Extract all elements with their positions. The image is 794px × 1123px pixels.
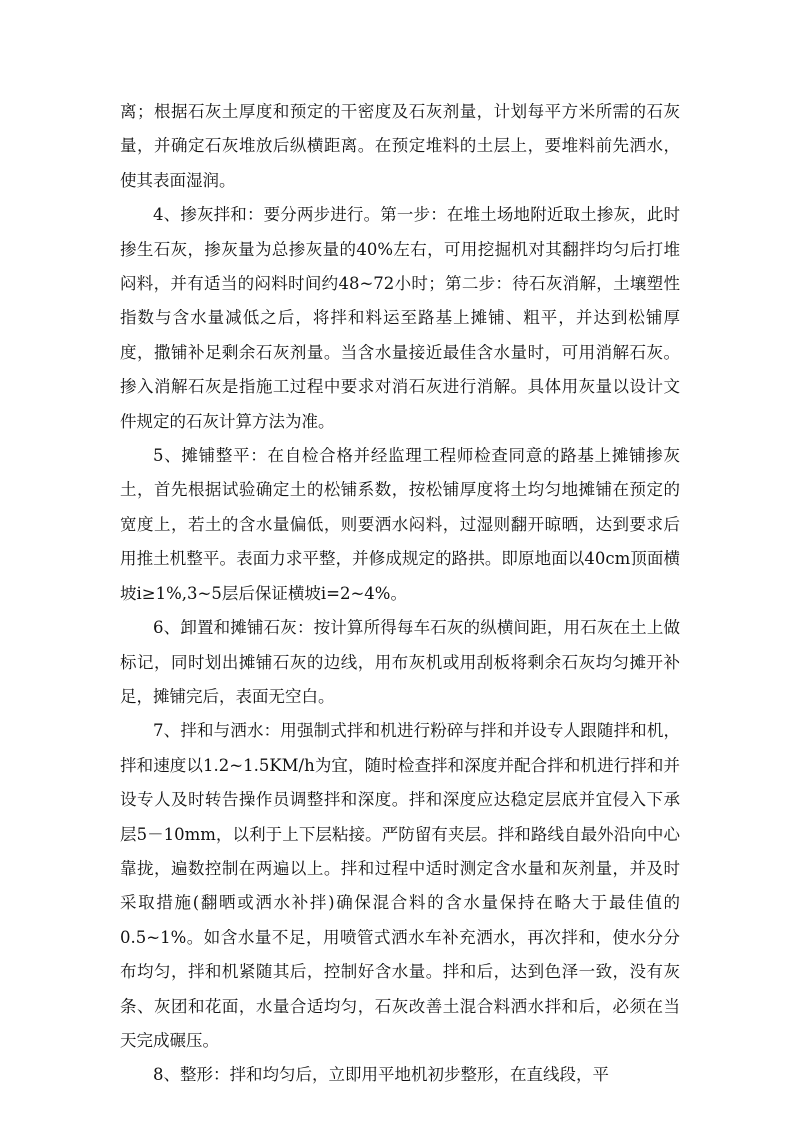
paragraph-continuation: 离；根据石灰土厚度和预定的干密度及石灰剂量，计划每平方米所需的石灰量，并确定石灰堆放后纵横距离。在预定堆料的土层上，要堆料前先洒水，使其表面湿润。	[120, 102, 680, 190]
paragraph-step-8-shaping: 8、整形：拌和均匀后，立即用平地机初步整形，在直线段，平	[153, 1065, 609, 1085]
paragraph-step-6-unloading-lime: 6、卸置和摊铺石灰：按计算所得每车石灰的纵横间距，用石灰在土上做标记，同时划出摊铺石灰的边线，用布灰机或用刮板将剩余石灰均匀摊开补足，摊铺完后，表面无空白。	[120, 618, 680, 706]
paragraph-step-5-spreading-leveling: 5、摊铺整平：在自检合格并经监理工程师检查同意的路基上摊铺掺灰土，首先根据试验确定土的松铺系数，按松铺厚度将土均匀地摊铺在预定的宽度上，若土的含水量偏低，则要洒水闷料，过湿则翻开晾晒，达到要求后用推土机整平。表面力求平整，并修成规定的路拱。即原地面以40cm顶面横坡i≥1%,3~5层后保证横坡i=2~4%。	[120, 446, 680, 603]
document-page	[120, 95, 680, 1093]
paragraph-step-7-mixing-watering: 7、拌和与洒水：用强制式拌和机进行粉碎与拌和并设专人跟随拌和机，拌和速度以1.2~1.5KM/h为宜，随时检查拌和深度并配合拌和机进行拌和并设专人及时转告操作员调整拌和深度。拌和深度应达稳定层底并宜侵入下承层5－10mm，以利于上下层粘接。严防留有夹层。拌和路线自最外沿向中心靠拢，遍数控制在两遍以上。拌和过程中适时测定含水量和灰剂量，并及时采取措施(翻晒或洒水补拌)确保混合料的含水量保持在略大于最佳值的0.5~1%。如含水量不足，用喷管式洒水车补充洒水，再次拌和，使水分分布均匀，拌和机紧随其后，控制好含水量。拌和后，达到色泽一致，没有灰条、灰团和花面，水量合适均匀，石灰改善土混合料洒水拌和后，必须在当天完成碾压。	[120, 721, 680, 1050]
paragraph-step-4-mixing-lime: 4、掺灰拌和：要分两步进行。第一步：在堆土场地附近取土掺灰，此时掺生石灰，掺灰量为总掺灰量的40%左右，可用挖掘机对其翻拌均匀后打堆闷料，并有适当的闷料时间约48~72小时；第二步：待石灰消解，土壤塑性指数与含水量减低之后，将拌和料运至路基上摊铺、粗平，并达到松铺厚度，撒铺补足剩余石灰剂量。当含水量接近最佳含水量时，可用消解石灰。掺入消解石灰是指施工过程中要求对消石灰进行消解。具体用灰量以设计文件规定的石灰计算方法为准。	[120, 205, 680, 431]
